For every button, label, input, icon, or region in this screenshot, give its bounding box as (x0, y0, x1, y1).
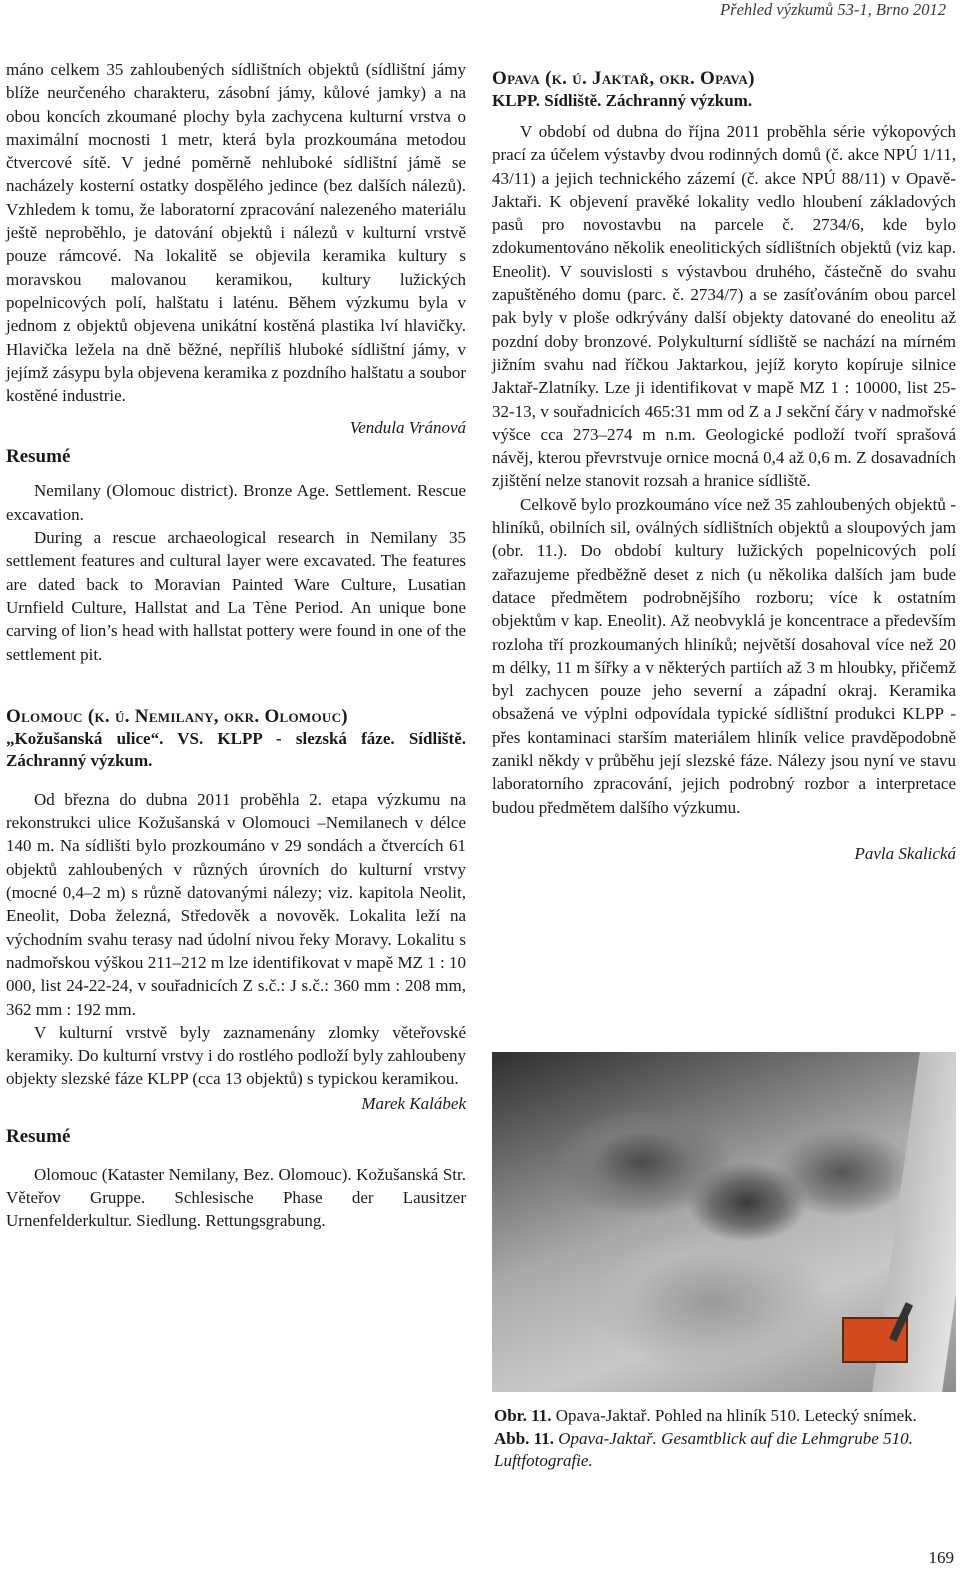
right-column (492, 58, 956, 865)
site-subheading: KLPP. Sídliště. Záchranný výzkum. (492, 91, 753, 110)
resume-heading: Resumé (6, 1125, 71, 1147)
caption-czech (494, 1405, 956, 1428)
site-heading-olomouc: Olomouc (k. ú. Nemilany, okr. Olomouc) (6, 705, 348, 727)
body-paragraph: V období od dubna do října 2011 proběhla série výkopových prací za účelem výstavby dvou rodinných domů (č. akce NPÚ 1/11, 43/11) a jejich technického zázemí (č. akce NPÚ 88/11) v Opavě-Jaktaři. K objevení pravěké lokality vedlo hloubení základových pasů pro novostavbu na parcele č. 2734/6, kde bylo zdokumentováno několik eneolitických sídlištních objektů (viz kap. Eneolit). V souvislosti s výstavbou druhého, částečně do svahu zapuštěného domu (parc. č. 2734/7) a se zasíťováním obou parcel pak byly v ploše odkrývány další objekty datované do eneolitu až pozdní doby bronzové. Polykulturní sídliště se nachází na mírném jižním svahu nad říčkou Jaktarkou, jejíž koryto kopíruje silnice Jaktař-Zlatníky. Lze ji identifikovat v mapě MZ 1 : 10000, list 25-32-13, v souřadnicích 465:31 mm od Z a J sekční čáry v nadmořské výšce cca 273–274 m n.m. Geologické podloží tvoří sprašová návěj, kterou převrstvuje ornice mocná 0,4 až 0,6 m. Z dosavadních zjištění nelze stanovit rozsah a hranice sídliště. (492, 122, 956, 491)
resume-heading: Resumé (6, 446, 71, 468)
caption-label: Obr. 11. (494, 1406, 552, 1425)
page-number: 169 (928, 1548, 954, 1567)
caption-label: Abb. 11. (494, 1428, 554, 1448)
resume-paragraph: During a rescue archaeological research in Nemilany 35 settlement features and cultural layer were excavated. The features are dated back to Moravian Painted Ware Culture, Lusatian Urnfield Culture, Hallstat and La Tène Period. An unique bone carving of lion’s head with hallstat pottery were found in one of the settlement pit. (6, 528, 466, 664)
aerial-photo (492, 1052, 956, 1392)
author-name: Marek Kalábek (361, 1093, 466, 1113)
caption-text: Opava-Jaktař. Gesamtblick auf die Lehmgrube 510. Luftfotografie. (494, 1428, 913, 1470)
body-paragraph: V kulturní vrstvě byly zaznamenány zlomky věteřovské keramiky. Do kulturní vrstvy i do rostlého podloží byly zahloubeny objekty slezské fáze KLPP (cca 13 objektů) s typickou keramikou. (6, 1022, 466, 1089)
author-name: Pavla Skalická (854, 843, 956, 863)
resume-paragraph: Nemilany (Olomouc district). Bronze Age. Settlement. Rescue excavation. (6, 481, 466, 524)
site-subheading: „Kožušanská ulice“. VS. KLPP - slezská fáze. Sídliště. Záchranný výzkum. (6, 728, 466, 770)
running-header: Přehled výzkumů 53-1, Brno 2012 (720, 0, 946, 19)
site-heading-opava: Opava (k. ú. Jaktař, okr. Opava) (492, 68, 755, 89)
body-paragraph: Od března do dubna 2011 proběhla 2. etapa výzkumu na rekonstrukci ulice Kožušanská v Olomouci –Nemilanech v délce 140 m. Na sídlišti bylo prozkoumáno v 29 sondách a čtvercích 61 objektů zahloubených v různých úrovních do kulturní vrstvy (mocné 0,4–2 m) s různě datovanými nálezy; viz. kapitola Neolit, Eneolit, Doba železná, Středověk a novověk. Lokalita leží na východním svahu terasy nad údolní nivou řeky Moravy. Lokalitu s nadmořskou výškou 211–212 m lze identifikovat v mapě MZ 1 : 10 000, list 24-22-24, v souřadnicích Z s.č.: J s.č.: 360 mm : 208 mm, 362 mm : 192 mm. (6, 789, 466, 1019)
caption-german (494, 1428, 956, 1473)
caption-text: Opava-Jaktař. Pohled na hliník 510. Letecký snímek. (551, 1406, 917, 1425)
paragraph-nemilany-continuation: máno celkem 35 zahloubených sídlištních objektů (sídlištní jámy blíže neurčeného charakteru, zásobní jámy, kůlové jamky) a na obou koncích zkoumané plochy byla zachycena kulturní vrstva o maximální mocnosti 1 metr, která byla prozkoumána metodou čtvercové sítě. V jedné poměrně nehluboké sídlištní jámě se nacházely kosterní ostatky dospělého jedince (bez dalších nálezů). Vzhledem k tomu, že laboratorní zpracování nalezeného materiálu ještě neproběhlo, je datování objektů i nálezů v kulturní vrstvě pouze rámcové. Na lokalitě se objevila keramika kultury s moravskou malovanou keramikou, kultury lužických popelnicových polí, halštatu i laténu. Během výzkumu byla v jednom z objektů objevena unikátní kostěná plastika lví hlavičky. Hlavička ležela na dně běžné, nepříliš hluboké sídlištní jámy, v jejímž zásypu byla objevena keramika z pozdního halštatu a soubor kostěné industrie. (6, 60, 466, 406)
figure-caption (494, 1405, 956, 1473)
resume-paragraph: Olomouc (Kataster Nemilany, Bez. Olomouc). Kožušanská Str. Věteřov Gruppe. Schlesische Phase der Lausitzer Urnenfelderkultur. Siedlung. Rettungsgrabung. (6, 1164, 466, 1231)
body-paragraph: Celkově bylo prozkoumáno více než 35 zahloubených objektů - hliníků, obilních sil, oválných sídlištních objektů a sloupových jam (obr. 11.). Do období kultury lužických popelnicových polí zařazujeme předběžně deset z nich (u několika dalších jam bude datace předmětem podrobnějšího rozboru; více k ostatním objektům v kap. Eneolit). Až neobvyklá je koncentrace a především rozloha tří prozkoumaných hliníků; největší dosahoval více než 20 m délky, 11 m šířky a v některých partiích až 3 m hloubky, přičemž byl zachycen pouze jeho severní a západní okraj. Keramika obsažená ve výplni odpovídala typické sídlištní produkci KLPP - přes kontaminaci starším materiálem hliník velice pravděpodobně zanikl někdy v průběhu její slezské fáze. Nálezy jsou nyní ve stavu laboratorního zpracování, jejich podrobný rozbor a interpretace budou předmětem dalšího výzkumu. (492, 494, 956, 817)
left-column (6, 58, 466, 1233)
author-name: Vendula Vránová (349, 418, 466, 438)
